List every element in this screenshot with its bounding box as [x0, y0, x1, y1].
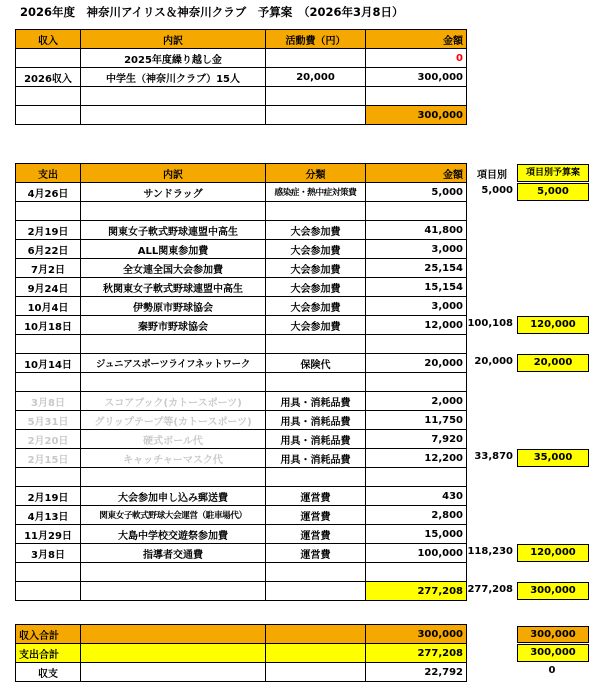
expense-date: 10月18日: [16, 316, 81, 335]
expense-date: 4月26日: [16, 183, 81, 202]
expense-item: 全女連全国大会参加費: [81, 259, 266, 278]
expense-header-category: 分類: [266, 164, 366, 183]
side-subtotal: 100,108: [467, 318, 513, 329]
expense-item: 大会参加申し込み郵送費: [81, 487, 266, 506]
summary-blank: [266, 625, 366, 644]
expense-amount: 5,000: [366, 183, 467, 202]
expense-amount: 100,000: [366, 544, 467, 563]
expense-date: 11月29日: [16, 525, 81, 544]
summary-blank: [266, 663, 366, 682]
income-row: [16, 87, 467, 106]
income-total-row: [16, 106, 467, 125]
side-budget-box: 120,000: [517, 544, 589, 562]
expense-item: [81, 468, 266, 487]
expense-date: 2月20日: [16, 430, 81, 449]
income-detail: 2025年度繰り越し金: [81, 49, 266, 68]
expense-date: [16, 335, 81, 354]
expense-row: [16, 544, 467, 563]
expense-item: ALL関東参加費: [81, 240, 266, 259]
summary-income-row: [16, 625, 467, 644]
side-subtotal: 5,000: [481, 185, 513, 196]
expense-item: [81, 335, 266, 354]
expense-category: 用具・消耗品費: [266, 430, 366, 449]
income-fee: [266, 87, 366, 106]
expense-row: [16, 373, 467, 392]
expense-item: ジュニアスポーツライフネットワーク: [81, 354, 266, 373]
expense-row: [16, 278, 467, 297]
expense-amount: 11,750: [366, 411, 467, 430]
expense-amount: 25,154: [366, 259, 467, 278]
income-fee: [266, 49, 366, 68]
summary-blank: [81, 663, 266, 682]
income-fee: [266, 106, 366, 125]
expense-row: [16, 563, 467, 582]
income-type: [16, 49, 81, 68]
expense-category: 感染症・熱中症対策費: [266, 183, 366, 202]
summary-income-side: 300,000: [517, 626, 589, 643]
summary-balance-side: 0: [548, 665, 556, 676]
expense-category: [266, 468, 366, 487]
expense-category: [266, 563, 366, 582]
expense-row: [16, 430, 467, 449]
expense-row: [16, 335, 467, 354]
expense-header-type: 支出: [16, 164, 81, 183]
expense-amount: 15,154: [366, 278, 467, 297]
summary-blank: [266, 644, 366, 663]
expense-row: [16, 392, 467, 411]
side-header: 項目別: [477, 170, 507, 181]
expense-amount: 3,000: [366, 240, 467, 259]
expense-date: [16, 202, 81, 221]
expense-item: キャッチャーマスク代: [81, 449, 266, 468]
expense-amount: 2,800: [366, 506, 467, 525]
expense-date: [16, 468, 81, 487]
side-subtotal: 20,000: [474, 356, 513, 367]
expense-category: [266, 373, 366, 392]
side-subtotal: 118,230: [467, 546, 513, 557]
summary-balance-label: 収支: [16, 663, 81, 682]
expense-date: 3月8日: [16, 544, 81, 563]
expense-row: [16, 411, 467, 430]
expense-amount: 20,000: [366, 354, 467, 373]
expense-category: 大会参加費: [266, 316, 366, 335]
expense-category: [266, 335, 366, 354]
expense-item: [81, 582, 266, 601]
expense-date: 6月22日: [16, 240, 81, 259]
expense-item: グリップテープ等(カトースポーツ): [81, 411, 266, 430]
expense-amount: [366, 468, 467, 487]
page-title: 2026年度 神奈川アイリス＆神奈川クラブ 予算案 （2026年3月8日）: [20, 5, 404, 19]
expense-amount: 41,800: [366, 221, 467, 240]
income-row: [16, 68, 467, 87]
side-budget-box: 20,000: [517, 354, 589, 372]
summary-blank: [81, 625, 266, 644]
summary-balance-total: 22,792: [366, 663, 467, 682]
expense-item: [81, 373, 266, 392]
expense-table: [15, 163, 467, 601]
expense-row: [16, 316, 467, 335]
expense-category: 大会参加費: [266, 221, 366, 240]
expense-category: 用具・消耗品費: [266, 411, 366, 430]
income-fee: 20,000: [266, 68, 366, 87]
expense-amount: 12,200: [366, 449, 467, 468]
side-budget-box: 5,000: [517, 183, 589, 201]
expense-date: 3月8日: [16, 392, 81, 411]
expense-item: サンドラッグ: [81, 183, 266, 202]
expense-row: [16, 582, 467, 601]
expense-date: 10月4日: [16, 297, 81, 316]
expense-category: 大会参加費: [266, 240, 366, 259]
side-subtotal: 277,208: [467, 584, 513, 595]
expense-item: 大島中学校交遊祭参加費: [81, 525, 266, 544]
expense-header-amount: 金額: [366, 164, 467, 183]
expense-item: [81, 202, 266, 221]
expense-category: 保険代: [266, 354, 366, 373]
income-amount: 0: [366, 49, 467, 68]
expense-item: 指導者交通費: [81, 544, 266, 563]
income-header-amount: 金額: [366, 30, 467, 49]
income-amount: 300,000: [366, 68, 467, 87]
expense-date: 9月24日: [16, 278, 81, 297]
income-header-type: 収入: [16, 30, 81, 49]
expense-item: 秦野市野球協会: [81, 316, 266, 335]
income-amount: [366, 87, 467, 106]
expense-item: スコアブック(カトースポーツ): [81, 392, 266, 411]
summary-table: [15, 624, 467, 682]
expense-amount: 12,000: [366, 316, 467, 335]
expense-row: [16, 354, 467, 373]
income-detail: 中学生（神奈川クラブ）15人: [81, 68, 266, 87]
expense-amount: 430: [366, 487, 467, 506]
summary-expense-total: 277,208: [366, 644, 467, 663]
expense-row: [16, 487, 467, 506]
expense-row: [16, 506, 467, 525]
expense-item: 関東女子軟式野球連盟中高生: [81, 221, 266, 240]
summary-expense-label: 支出合計: [16, 644, 81, 663]
income-type: [16, 106, 81, 125]
expense-header-detail: 内訳: [81, 164, 266, 183]
expense-amount: 7,920: [366, 430, 467, 449]
income-header-fee: 活動費（円）: [266, 30, 366, 49]
expense-category: 大会参加費: [266, 259, 366, 278]
expense-amount: [366, 373, 467, 392]
summary-expense-side: 300,000: [517, 644, 589, 662]
expense-row: [16, 221, 467, 240]
summary-expense-row: [16, 644, 467, 663]
side-budget-box: 120,000: [517, 316, 589, 334]
expense-date: 2月15日: [16, 449, 81, 468]
expense-category: 運営費: [266, 544, 366, 563]
expense-amount: 2,000: [366, 392, 467, 411]
expense-amount: 15,000: [366, 525, 467, 544]
expense-row: [16, 297, 467, 316]
expense-date: 2月19日: [16, 221, 81, 240]
expense-category: 大会参加費: [266, 297, 366, 316]
expense-date: [16, 373, 81, 392]
expense-amount: 3,000: [366, 297, 467, 316]
expense-row: [16, 240, 467, 259]
expense-category: [266, 582, 366, 601]
expense-row: [16, 449, 467, 468]
expense-row: [16, 468, 467, 487]
expense-item: 関東女子軟式野球大会運営（駐車場代）: [81, 506, 266, 525]
expense-amount: [366, 202, 467, 221]
expense-category: [266, 202, 366, 221]
income-detail: [81, 106, 266, 125]
income-type: 2026収入: [16, 68, 81, 87]
income-total-amount: 300,000: [366, 106, 467, 125]
expense-category: 運営費: [266, 506, 366, 525]
income-row: [16, 49, 467, 68]
expense-row: [16, 183, 467, 202]
expense-category: 用具・消耗品費: [266, 449, 366, 468]
expense-amount: 277,208: [366, 582, 467, 601]
expense-item: 伊勢原市野球協会: [81, 297, 266, 316]
expense-row: [16, 525, 467, 544]
summary-income-label: 収入合計: [16, 625, 81, 644]
expense-date: 2月19日: [16, 487, 81, 506]
expense-item: 秋関東女子軟式野球連盟中高生: [81, 278, 266, 297]
expense-date: 4月13日: [16, 506, 81, 525]
summary-blank: [81, 644, 266, 663]
expense-row: [16, 259, 467, 278]
income-detail: [81, 87, 266, 106]
expense-header-row: [16, 164, 467, 183]
expense-category: 用具・消耗品費: [266, 392, 366, 411]
expense-date: 10月14日: [16, 354, 81, 373]
expense-category: 大会参加費: [266, 278, 366, 297]
expense-item: 硬式ボール代: [81, 430, 266, 449]
expense-date: [16, 582, 81, 601]
expense-amount: [366, 563, 467, 582]
expense-date: [16, 563, 81, 582]
summary-income-total: 300,000: [366, 625, 467, 644]
income-header-row: [16, 30, 467, 49]
side-budget-box: 300,000: [517, 582, 589, 600]
income-type: [16, 87, 81, 106]
expense-amount: [366, 335, 467, 354]
side-budget-box: 35,000: [517, 449, 589, 467]
expense-category: 運営費: [266, 525, 366, 544]
side-subtotal: 33,870: [474, 451, 513, 462]
expense-row: [16, 202, 467, 221]
expense-date: 5月31日: [16, 411, 81, 430]
expense-date: 7月2日: [16, 259, 81, 278]
summary-balance-row: [16, 663, 467, 682]
side-budget-header: 項目別予算案: [517, 164, 589, 182]
income-header-detail: 内訳: [81, 30, 266, 49]
income-table: [15, 29, 467, 125]
expense-item: [81, 563, 266, 582]
expense-category: 運営費: [266, 487, 366, 506]
